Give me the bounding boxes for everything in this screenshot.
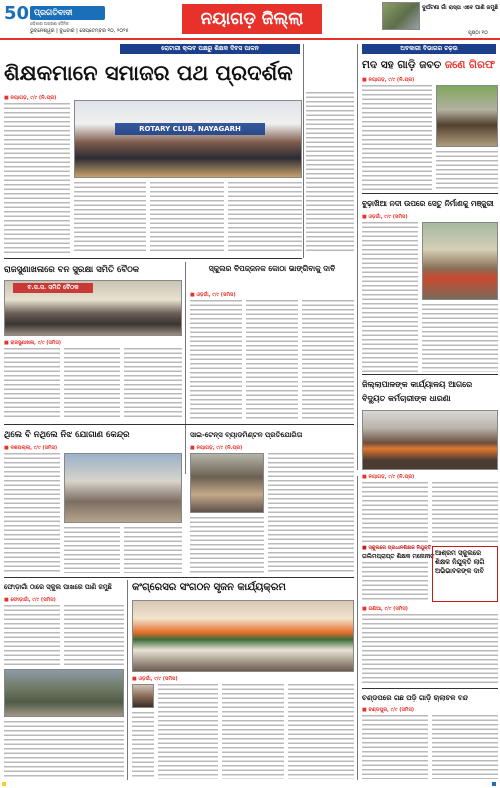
right-box-headline: ଆଶ୍ରମ ସ୍କୁଲରେ ଶିକ୍ଷକ ନିଯୁକ୍ତି ଲାଗି ଅଭିଭାବକଙ୍କ ଦାବି xyxy=(435,549,485,575)
left-lower-photo xyxy=(64,453,182,523)
rule-mid xyxy=(4,424,354,425)
left-mid-byline: ■ ରାଜସୁଣାଖଳା, ୯/୯ (ସମିସ) xyxy=(4,340,62,346)
rule-v-3 xyxy=(185,262,186,474)
bottom-center-portrait xyxy=(132,684,154,708)
right-box-byline: ■ ଗଣିଆ, ୯/୯ (ସମିସ) xyxy=(362,606,408,612)
paper-tagline: ଓଡ଼ିଶାର ଅଗ୍ରଣୀ ଦୈନିକ xyxy=(30,21,69,26)
section-title: ନୟାଗଡ଼ ଜିଲ୍ଲା xyxy=(182,4,322,34)
right-top-body-2 xyxy=(436,151,498,190)
right-mid-photo xyxy=(422,222,498,300)
bottom-left-photo xyxy=(4,669,124,717)
right-bottom-body-2 xyxy=(432,715,498,779)
bottom-center-body-1 xyxy=(158,684,218,779)
center-lower-body-2 xyxy=(190,517,264,573)
rule-lead xyxy=(4,258,302,259)
left-mid-body-1 xyxy=(4,348,60,420)
right-box xyxy=(432,546,498,602)
right-lower-sub-body xyxy=(362,562,428,602)
bottom-center-photo xyxy=(132,600,354,672)
center-mid-body-2 xyxy=(246,300,298,420)
left-lower-headline: ଥିଲେ ବି ନଥିଲେ ନିଝ ଯୋଗାଣ କେନ୍ଦ୍ର xyxy=(4,430,130,440)
right-top-headline: ମଦ ସହ ଗାଡ଼ି ଜବତ ଜଣେ ଗିରଫ xyxy=(362,59,496,71)
right-bottom-headline: ଚଣ୍ଡପରେ ଗଛ ପଡ଼ି ଗାଡ଼ି ଚାଲାଚଳ ବନ୍ଦ xyxy=(362,694,468,702)
left-lower-body-3 xyxy=(124,527,182,573)
right-mid-headline: ବୁଢ଼ାଖିଆ ନଦୀ ଉପରେ ସେତୁ ନିର୍ମାଣକୁ ମଞ୍ଜୁରୀ xyxy=(362,199,494,208)
right-mid-body-2 xyxy=(422,304,498,372)
teaser-photo xyxy=(382,2,420,30)
bottom-left-body-3 xyxy=(4,721,124,779)
rule-v-5 xyxy=(357,476,358,780)
lead-body-col-4 xyxy=(228,182,302,254)
lead-body-col-2 xyxy=(74,182,146,254)
masthead-rule xyxy=(0,38,500,40)
left-lower-byline: ■ ଦଶପଲ୍ଲା, ୯/୯ (ସମିସ) xyxy=(4,445,58,451)
dateline: ଭୁବନେଶ୍ୱର | ବୁଧବାର | ସେପ୍ଟେମ୍ବର ୧୦, ୨୦୨୫ xyxy=(30,28,129,34)
reg-mark-yellow xyxy=(2,782,6,786)
page-number: ପୃଷ୍ଠା ୧୦ xyxy=(468,30,488,36)
bottom-left-byline: ■ ଫୋଡ଼ାଗାଁ, ୯/୯ (ସମିସ) xyxy=(4,597,56,603)
center-mid-headline: ସ୍କୁଲର ବିପଜ୍ଜନକ କୋଠା ଭାଙ୍ଗିବାକୁ ଦାବି xyxy=(208,264,336,273)
right-lower-body-2 xyxy=(432,482,498,542)
teaser-text: ଦୁର୍ଘଟଣା ଗାଁ ରାସ୍ତା ଏବେ ପାଣି ଜମୁଛି xyxy=(422,5,498,11)
lead-headline: ଶିକ୍ଷକମାନେ ସମାଜର ପଥ ପ୍ରଦର୍ଶକ xyxy=(4,61,293,85)
lead-photo-banner: ROTARY CLUB, NAYAGARH xyxy=(115,123,265,135)
center-mid-body-1 xyxy=(190,300,242,420)
right-top-kicker: ଅବକାରୀ ବିଭାଗର ଚଢ଼ଉ xyxy=(362,44,496,54)
left-mid-photo xyxy=(4,280,182,336)
rule-bottom xyxy=(4,577,354,578)
rule-v-1 xyxy=(303,44,304,258)
lead-body-col-3 xyxy=(150,182,224,254)
lead-kicker: ରୋଟାରୀ କ୍ଲବ ପକ୍ଷରୁ ଶିକ୍ଷକ ଦିବସ ପାଳନ xyxy=(120,44,300,54)
right-top-body xyxy=(362,85,432,190)
paper-name: ପ୍ରଗତିବାଦୀ xyxy=(30,6,105,20)
left-mid-body-3 xyxy=(124,348,182,420)
bottom-left-headline: ଫୋଡ଼ାଗାଁ ଠାରେ ସ୍କୁଲ ପାଖରେ ପାଣି ଜମୁଛି xyxy=(4,583,112,591)
right-lower-byline: ■ ନୟାଗଡ଼, ୯/୯ (ନି.ପ୍ର) xyxy=(362,474,415,480)
right-lower-body-1 xyxy=(362,482,428,542)
center-lower-photo xyxy=(190,453,264,513)
lead-body-col-1 xyxy=(4,103,70,253)
lead-photo xyxy=(74,100,302,178)
bottom-center-byline: ■ ଓଡ଼ଗାଁ, ୯/୯ (ସମିସ) xyxy=(132,676,178,682)
left-mid-body-2 xyxy=(64,348,120,420)
center-lower-headline: ସାଇ-ଟେନ୍ସ ବ୍ୟାଡମିଣ୍ଟନ ପ୍ରତିଯୋଗିତା xyxy=(190,431,303,439)
right-bottom-body-1 xyxy=(362,715,428,779)
left-mid-headline: ରାଜସୁଣାଖଳାରେ ବନ ସୁରକ୍ଷା ସମିତି ବୈଠକ xyxy=(4,265,140,275)
bottom-center-body-0 xyxy=(132,712,154,779)
right-lower-sub-byline: ■ ସ୍କୁଲରେ ପ୍ରଧାନଶିକ୍ଷକ ନିଯୁକ୍ତି xyxy=(362,545,432,551)
paper-logo-number: 50 xyxy=(4,3,30,24)
center-mid-body-3 xyxy=(302,300,354,420)
center-lower-byline: ■ ନୟାଗଡ଼, ୯/୯ (ନି.ପ୍ର) xyxy=(190,445,243,451)
lead-body-col-5 xyxy=(306,92,354,252)
left-lower-body-1 xyxy=(4,453,60,573)
bottom-center-body-3 xyxy=(288,684,354,779)
rule-right-2 xyxy=(362,374,498,375)
lead-byline: ■ ନୟାଗଡ଼, ୯/୯ (ନି.ପ୍ର) xyxy=(4,95,57,101)
right-bottom-byline: ■ ଚଣ୍ଡପୁର, ୯/୯ (ସମିସ) xyxy=(362,707,415,713)
right-lower-photo xyxy=(362,410,498,470)
rule-right-1 xyxy=(362,193,498,194)
rule-right-3 xyxy=(362,688,498,689)
right-top-photo xyxy=(436,85,498,147)
bottom-left-body-2 xyxy=(64,605,124,665)
right-lower-sub-head: ତାଲିମପ୍ରାପ୍ତ ଶିକ୍ଷକ ମନୋନୀତ xyxy=(362,553,435,560)
rule-v-2 xyxy=(357,44,358,470)
center-mid-byline: ■ ଓଡ଼ଗାଁ, ୯/୯ (ସମିସ) xyxy=(190,292,236,298)
right-mid-body xyxy=(362,222,418,372)
left-lower-body-2 xyxy=(64,527,120,573)
rule-v-4 xyxy=(127,580,128,780)
right-box-body xyxy=(362,614,498,684)
bottom-center-headline: କଂଗ୍ରେସର ସଂଗଠନ ସୃଜନ କାର୍ଯ୍ୟକ୍ରମ xyxy=(132,582,286,593)
reg-mark-blue xyxy=(492,782,496,786)
bottom-left-body-1 xyxy=(4,605,60,665)
right-mid-byline: ■ ଓଡ଼ଗାଁ, ୯/୯ (ସମିସ) xyxy=(362,214,408,220)
right-top-byline: ■ ନୟାଗଡ଼, ୯/୯ (ନି.ପ୍ର) xyxy=(362,77,415,83)
bottom-center-body-2 xyxy=(222,684,284,779)
right-lower-headline: ଜିଲ୍ଲାପାଳଙ୍କ କାର୍ଯ୍ୟାଳୟ ଆଗରେ ବିଦ୍ୟୁତ କର୍ମଚାରୀଙ୍କ ଧାରଣା xyxy=(362,380,473,403)
center-lower-body-1 xyxy=(268,453,354,573)
left-mid-photo-banner: ବ.ସ.ସ. ସମିତି ବୈଠକ xyxy=(13,283,93,293)
